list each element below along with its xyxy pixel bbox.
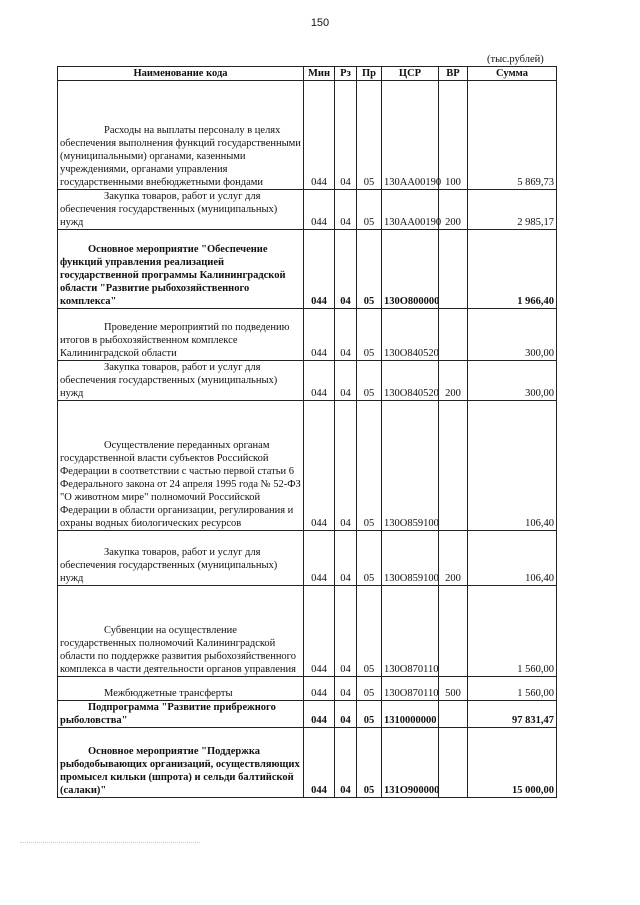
column-header-pr: Пр: [357, 67, 382, 81]
row-sum: 300,00: [468, 361, 557, 401]
row-min: 044: [304, 309, 335, 361]
row-vr: 100: [439, 81, 468, 190]
row-pr: 05: [357, 677, 382, 701]
row-sum: 1 560,00: [468, 677, 557, 701]
row-pr: 05: [357, 361, 382, 401]
page-number: 150: [310, 17, 330, 29]
row-min: 044: [304, 230, 335, 309]
table-row: [58, 361, 557, 401]
row-sum: 97 831,47: [468, 701, 557, 728]
row-name: Субвенции на осуществление государственных полномочий Калининградской области по поддержке развития рыбохозяйственного комплекса в части деятельности органов управления: [58, 586, 304, 677]
row-pr: 05: [357, 586, 382, 677]
row-csr: 130О870110: [382, 677, 439, 701]
row-min: 044: [304, 728, 335, 798]
table-row: [58, 728, 557, 798]
row-rz: 04: [335, 190, 357, 230]
row-sum: 15 000,00: [468, 728, 557, 798]
row-sum: 300,00: [468, 309, 557, 361]
row-csr: 130О840520: [382, 361, 439, 401]
row-pr: 05: [357, 531, 382, 586]
table-row: [58, 81, 557, 190]
column-header-rz: Рз: [335, 67, 357, 81]
row-rz: 04: [335, 701, 357, 728]
row-pr: 05: [357, 81, 382, 190]
table-row: [58, 190, 557, 230]
row-name: Подпрограмма "Развитие прибрежного рыболовства": [58, 701, 304, 728]
row-name: Расходы на выплаты персоналу в целях обеспечения выполнения функций государственными (муниципальными) органами, казенными учреждениями, органами управления государственными внебюджетными фондами: [58, 81, 304, 190]
budget-table: [57, 66, 557, 798]
column-header-vr: ВР: [439, 67, 468, 81]
row-csr: 130О859100: [382, 531, 439, 586]
row-pr: 05: [357, 728, 382, 798]
row-pr: 05: [357, 190, 382, 230]
row-csr: 130О800000: [382, 230, 439, 309]
row-rz: 04: [335, 309, 357, 361]
row-rz: 04: [335, 586, 357, 677]
row-csr: 130О859100: [382, 401, 439, 531]
row-vr: [439, 586, 468, 677]
row-csr: 130О870110: [382, 586, 439, 677]
row-rz: 04: [335, 531, 357, 586]
row-csr: 130АА00190: [382, 190, 439, 230]
row-sum: 2 985,17: [468, 190, 557, 230]
row-vr: 200: [439, 361, 468, 401]
row-rz: 04: [335, 81, 357, 190]
row-min: 044: [304, 701, 335, 728]
row-name: Закупка товаров, работ и услуг для обеспечения государственных (муниципальных) нужд: [58, 531, 304, 586]
row-name: Основное мероприятие "Поддержка рыбодобывающих организаций, осуществляющих промысел кильки (шпрота) и сельди балтийской (салаки)": [58, 728, 304, 798]
row-pr: 05: [357, 401, 382, 531]
row-csr: 131О900000: [382, 728, 439, 798]
row-name: Закупка товаров, работ и услуг для обеспечения государственных (муниципальных) нужд: [58, 361, 304, 401]
row-name: Межбюджетные трансферты: [58, 677, 304, 701]
row-csr: 130О840520: [382, 309, 439, 361]
table-row: [58, 309, 557, 361]
row-min: 044: [304, 401, 335, 531]
row-min: 044: [304, 586, 335, 677]
row-sum: 106,40: [468, 531, 557, 586]
column-header-name: Наименование кода: [58, 67, 304, 81]
row-pr: 05: [357, 701, 382, 728]
row-vr: [439, 728, 468, 798]
row-sum: 106,40: [468, 401, 557, 531]
row-name: Закупка товаров, работ и услуг для обеспечения государственных (муниципальных) нужд: [58, 190, 304, 230]
table-row: [58, 701, 557, 728]
row-rz: 04: [335, 361, 357, 401]
row-vr: 200: [439, 531, 468, 586]
row-sum: 5 869,73: [468, 81, 557, 190]
units-label: (тыс.рублей): [487, 54, 544, 65]
row-vr: 500: [439, 677, 468, 701]
row-pr: 05: [357, 230, 382, 309]
column-header-min: Мин: [304, 67, 335, 81]
table-row: [58, 401, 557, 531]
scan-artifact-divider: [20, 842, 200, 847]
row-name: Проведение мероприятий по подведению итогов в рыбохозяйственном комплексе Калининградской области: [58, 309, 304, 361]
row-name: Осуществление переданных органам государственной власти субъектов Российской Федерации в соответствии с частью первой статьи 6 Федерального закона от 24 апреля 1995 года № 52-ФЗ "О животном мире" полномочий Российской Федерации в области организации, регулирования и охраны водных биологических ресурсов: [58, 401, 304, 531]
row-rz: 04: [335, 728, 357, 798]
row-min: 044: [304, 677, 335, 701]
row-rz: 04: [335, 401, 357, 531]
row-min: 044: [304, 531, 335, 586]
row-rz: 04: [335, 677, 357, 701]
row-min: 044: [304, 190, 335, 230]
row-min: 044: [304, 81, 335, 190]
table-header-row: [58, 67, 557, 81]
row-vr: [439, 701, 468, 728]
row-vr: 200: [439, 190, 468, 230]
row-sum: 1 560,00: [468, 586, 557, 677]
table-row: [58, 586, 557, 677]
row-vr: [439, 230, 468, 309]
table-row: [58, 531, 557, 586]
row-vr: [439, 401, 468, 531]
row-sum: 1 966,40: [468, 230, 557, 309]
row-pr: 05: [357, 309, 382, 361]
row-csr: 1310000000: [382, 701, 439, 728]
row-rz: 04: [335, 230, 357, 309]
row-csr: 130АА00190: [382, 81, 439, 190]
column-header-sum: Сумма: [468, 67, 557, 81]
table-row: [58, 677, 557, 701]
row-vr: [439, 309, 468, 361]
column-header-csr: ЦСР: [382, 67, 439, 81]
row-name: Основное мероприятие "Обеспечение функций управления реализацией государственной программы Калининградской области "Развитие рыбохозяйственного комплекса": [58, 230, 304, 309]
row-min: 044: [304, 361, 335, 401]
table-row: [58, 230, 557, 309]
